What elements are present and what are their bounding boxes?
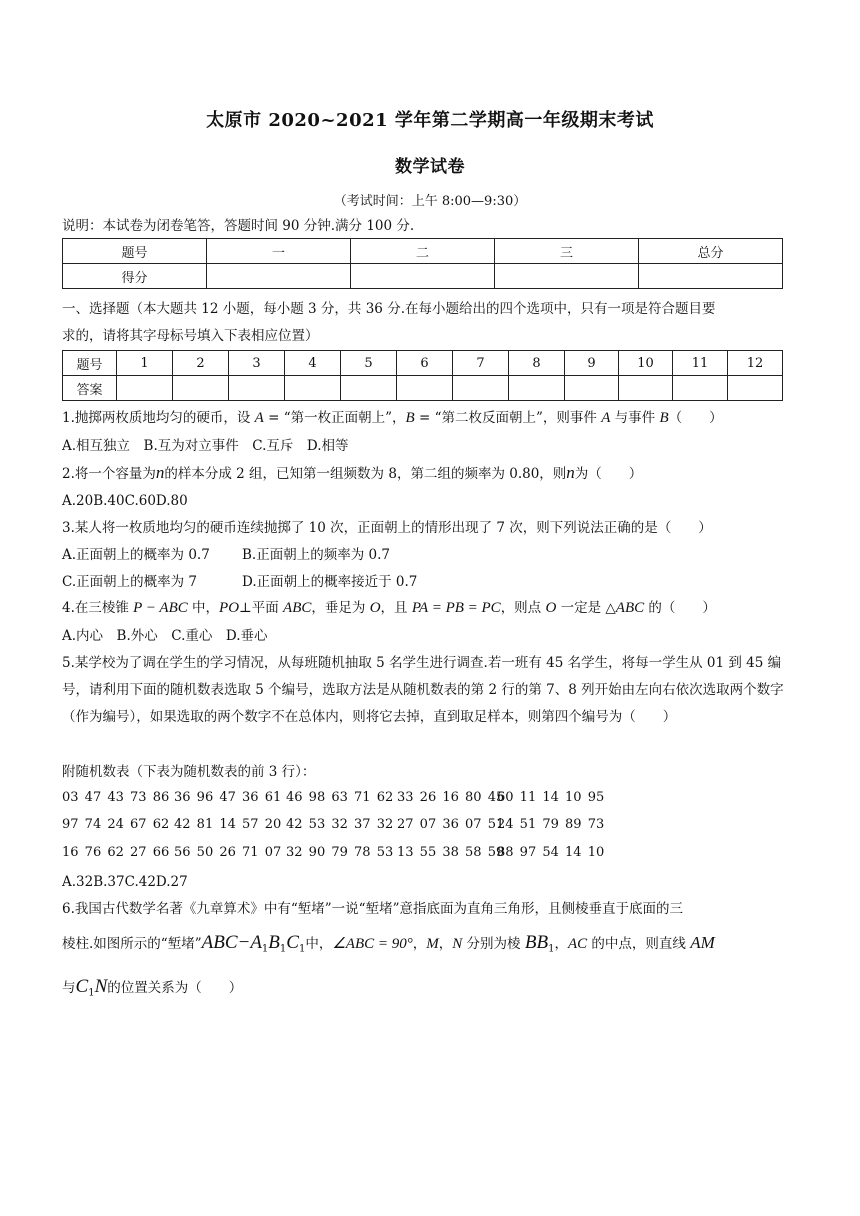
question-number-cell: 2 — [173, 351, 229, 376]
question-6-stem-line2: 棱柱.如图所示的“堑堵$”ABC-A_1B_1C_1$中，∠ABC = 90°，M，N 分别为棱 $BB_1$，AC 的中点，则直线 AM — [62, 932, 715, 955]
score-header-cell: 题号 — [63, 239, 207, 264]
question-4-options: A.内心 B.外心 C.重心 D.垂心 — [62, 628, 268, 644]
question-5-options: A.32B.37C.42D.27 — [62, 874, 188, 890]
score-header-cell: 一 — [207, 239, 351, 264]
question-6-stem-line3: 与$C_1N$的位置关系为（ ） — [62, 976, 243, 999]
question-number-cell: 7 — [453, 351, 509, 376]
answer-cell[interactable] — [619, 376, 673, 401]
exam-note: 说明：本试卷为闭卷笔答，答题时间 90 分钟.满分 100 分. — [62, 218, 415, 234]
question-number-cell: 5 — [341, 351, 397, 376]
question-number-cell: 6 — [397, 351, 453, 376]
score-cell[interactable] — [639, 264, 783, 289]
section1-intro-line1: 一、选择题（本大题共 12 小题，每小题 3 分，共 36 分.在每小题给出的四个选项中，只有一项是符合题目要 — [62, 301, 716, 317]
question-number-cell: 9 — [565, 351, 619, 376]
score-row-label: 得分 — [63, 264, 207, 289]
random-number-row: 97 74 24 67 62 42 81 14 57 20 42 53 32 37 32 27 07 36 07 5124 51 79 89 73 — [62, 817, 605, 832]
answer-table — [62, 350, 783, 401]
answer-table-number-row — [63, 351, 783, 376]
score-table — [62, 238, 783, 289]
section1-intro-line2: 求的，请将其字母标号填入下表相应位置） — [62, 328, 319, 344]
question-1-stem: 1.抛掷两枚质地均匀的硬币，设 A = “第一枚正面朝上”，B = “第二枚反面朝上”，则事件 A 与事件 B（ ） — [62, 410, 723, 426]
answer-cell[interactable] — [285, 376, 341, 401]
question-2-options: A.20B.40C.60D.80 — [62, 493, 188, 509]
answer-header-label: 题号 — [63, 351, 117, 376]
answer-cell[interactable] — [341, 376, 397, 401]
question-number-cell: 4 — [285, 351, 341, 376]
answer-cell[interactable] — [565, 376, 619, 401]
question-number-cell: 8 — [509, 351, 565, 376]
score-cell[interactable] — [351, 264, 495, 289]
question-number-cell: 12 — [728, 351, 783, 376]
question-6-stem-line1: 6.我国古代数学名著《九章算术》中有“堑堵”一说“堑堵”意指底面为直角三角形，且侧棱垂直于底面的三 — [62, 901, 683, 917]
score-header-cell: 三 — [495, 239, 639, 264]
question-number-cell: 1 — [117, 351, 173, 376]
question-3-stem: 3.某人将一枚质地均匀的硬币连续抛掷了 10 次，正面朝上的情形出现了 7 次，则下列说法正确的是（ ） — [62, 520, 712, 536]
answer-cell[interactable] — [173, 376, 229, 401]
exam-title: 太原市 2020~2021 学年第二学期高一年级期末考试 — [206, 110, 654, 131]
random-number-row: 16 76 62 27 66 56 50 26 71 07 32 90 79 78 53 13 55 38 58 5988 97 54 14 10 — [62, 845, 605, 860]
answer-row-label: 答案 — [63, 376, 117, 401]
question-number-cell: 3 — [229, 351, 285, 376]
answer-cell[interactable] — [229, 376, 285, 401]
answer-cell[interactable] — [453, 376, 509, 401]
answer-table-answer-row — [63, 376, 783, 401]
question-3-options-row2: C.正面朝上的概率为 7 D.正面朝上的概率接近于 0.7 — [62, 574, 418, 590]
score-header-cell: 二 — [351, 239, 495, 264]
score-table-score-row — [63, 264, 783, 289]
answer-cell[interactable] — [509, 376, 565, 401]
random-table-title: 附随机数表（下表为随机数表的前 3 行）： — [62, 764, 316, 780]
answer-cell[interactable] — [397, 376, 453, 401]
question-3-options-row1: A.正面朝上的概率为 0.7 B.正面朝上的频率为 0.7 — [62, 547, 390, 563]
answer-cell[interactable] — [117, 376, 173, 401]
question-1-options: A.相互独立 B.互为对立事件 C.互斥 D.相等 — [62, 438, 349, 454]
answer-cell[interactable] — [728, 376, 783, 401]
question-number-cell: 11 — [673, 351, 728, 376]
score-cell[interactable] — [495, 264, 639, 289]
question-number-cell: 10 — [619, 351, 673, 376]
question-4-stem: 4.在三棱锥 P − ABC 中，PO⊥平面 ABC，垂足为 O，且 PA = PB = PC，则点 O 一定是 △ABC 的（ ） — [62, 600, 716, 616]
question-5-stem: 5.某学校为了调在学生的学习情况，从每班随机抽取 5 名学生进行调查.若一班有 45 名学生，将每一学生从 01 到 45 编号，请利用下面的随机数表选取 5 个编号，选取方法是从随机数表的第 2 行的第 7、8 列开始由左向右依次选取两个数字（作为编号），如果选取的两个数字不在总体内，则将它去掉，直到取足样本，则第四个编号为（ ） — [62, 655, 784, 725]
score-cell[interactable] — [207, 264, 351, 289]
score-header-cell: 总分 — [639, 239, 783, 264]
answer-cell[interactable] — [673, 376, 728, 401]
random-number-row: 03 47 43 73 86 36 96 47 36 61 46 98 63 71 62 33 26 16 80 4560 11 14 10 95 — [62, 790, 605, 805]
question-2-stem: 2.将一个容量为n的样本分成 2 组，已知第一组频数为 8，第二组的频率为 0.80，则n为（ ） — [62, 463, 643, 482]
exam-time: （考试时间：上午 8:00—9:30） — [333, 194, 527, 209]
exam-subtitle: 数学试卷 — [395, 157, 465, 177]
score-table-header-row — [63, 239, 783, 264]
